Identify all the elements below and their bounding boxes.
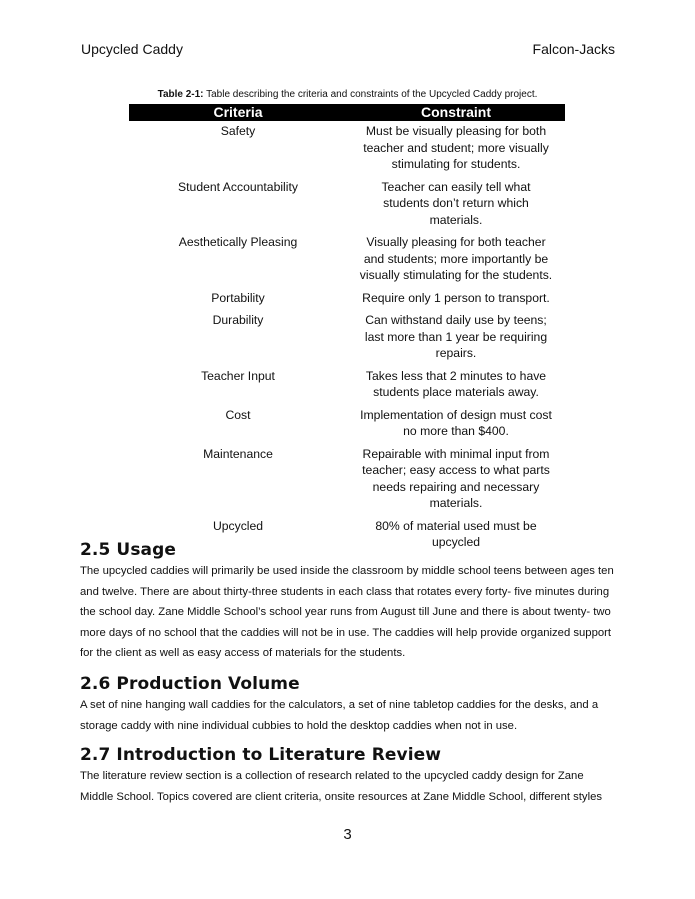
section-heading-usage: 2.5 Usage [80,540,177,560]
column-header-criteria: Criteria [129,104,347,121]
constraint-cell: Visually pleasing for both teacher and students; more importantly be visually stimulating for the students. [359,235,553,282]
criteria-cell: Cost [225,407,251,422]
section-body-literature-review: The literature review section is a collection of research related to the upcycled caddy design for Zane Middle School. Topics covered are client criteria, onsite resources at Zane Middle School, different styles [80,770,603,803]
table-row [129,310,565,366]
constraint-cell: Implementation of design must cost no more than $400. [360,407,552,438]
constraint-cell: Must be visually pleasing for both teacher and student; more visually stimulating for students. [363,124,549,171]
section-body-usage: The upcycled caddies will primarily be used inside the classroom by middle school teens between ages ten and twelve. There are about thirty-three students in each class that rotates every forty- five minutes during the school day. Zane Middle School’s school year runs from August till June and there is about twenty- two more days of no school that the caddies will not be in use. The caddies will help provide organized support for the client as well as easy access of materials for the students. [80,565,614,660]
criteria-cell: Safety [220,124,256,138]
table-row [129,516,565,555]
section-heading-production-volume: 2.6 Production Volume [80,674,300,694]
constraint-cell: Can withstand daily use by teens; last more than 1 year be requiring repairs. [364,313,548,360]
table-row [129,288,565,311]
table-header-row [129,104,565,121]
table-row [129,232,565,288]
constraint-cell: Takes less that 2 minutes to have students place materials away. [365,368,547,399]
criteria-cell: Student Accountability [178,179,298,194]
criteria-cell: Aesthetically Pleasing [178,235,298,249]
section-heading-literature-review: 2.7 Introduction to Literature Review [80,745,442,765]
criteria-cell: Portability [211,290,265,305]
section-body-production-volume: A set of nine hanging wall caddies for the calculators, a set of nine tabletop caddies for the desks, and a storage caddy with nine individual cubbies to hold the desktop caddies when not in use. [80,699,599,732]
criteria-cell: Upcycled [212,518,264,533]
page-number: 3 [343,826,352,843]
criteria-cell: Teacher Input [201,368,275,383]
criteria-cell: Durability [212,313,264,327]
running-header-title: Upcycled Caddy [81,41,183,57]
table-row [129,405,565,444]
constraint-cell: Require only 1 person to transport. [362,290,550,305]
running-header-authors: Falcon-Jacks [532,41,615,57]
constraint-cell: Repairable with minimal input from teacher; easy access to what parts needs repairing and necessary materials. [362,446,550,510]
table-row [129,121,565,177]
constraint-cell: 80% of material used must be upcycled [375,518,537,549]
criteria-constraints-table [129,104,565,555]
table-caption [0,89,695,100]
constraint-cell: Teacher can easily tell what students don’t return which materials. [381,179,531,227]
table-caption-label: Table 2-1: [157,89,204,100]
table-row [129,177,565,233]
column-header-constraint: Constraint [347,104,565,121]
table-row [129,366,565,405]
table-caption-text: Table describing the criteria and constraints of the Upcycled Caddy project. [203,89,538,100]
criteria-cell: Maintenance [203,446,273,461]
table-row [129,444,565,516]
